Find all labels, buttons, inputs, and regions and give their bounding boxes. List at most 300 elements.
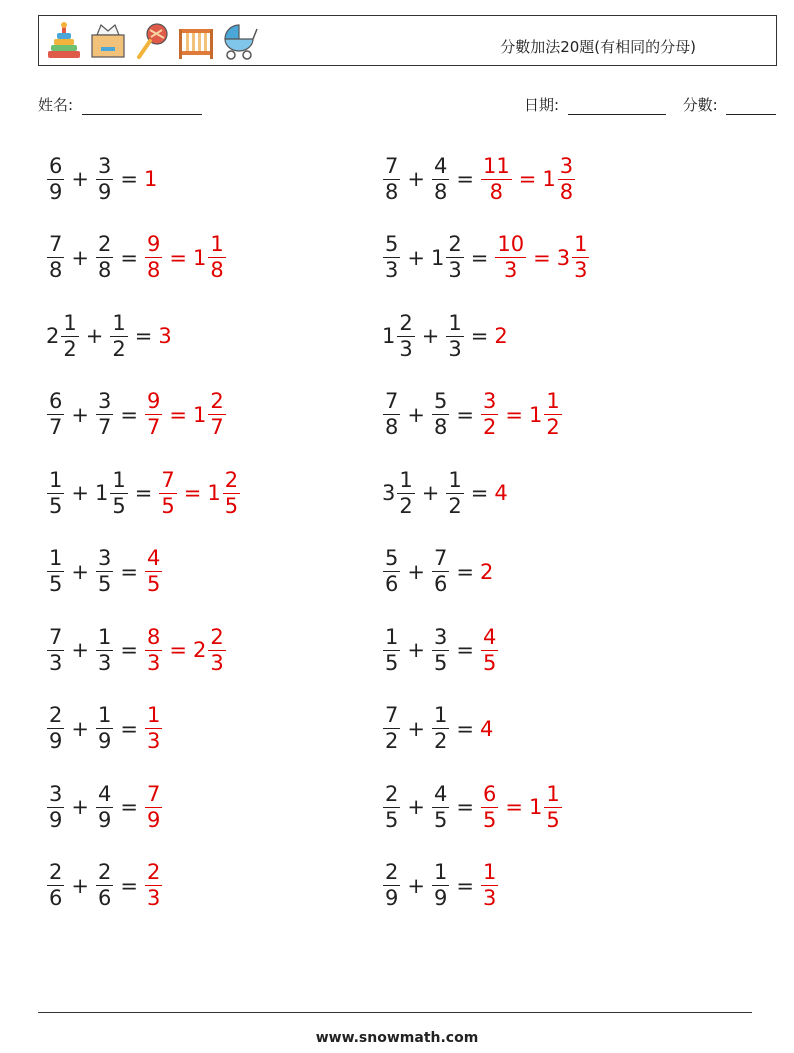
whole-part: 1: [192, 245, 207, 270]
numerator: 3: [97, 389, 112, 413]
problem: [46, 376, 227, 454]
mixed-number: [192, 624, 227, 675]
denominator: 6: [49, 886, 63, 910]
equals-sign: =: [505, 795, 523, 819]
whole-part: 1: [382, 324, 396, 348]
denominator: 5: [49, 572, 63, 596]
mixed-number: [382, 467, 416, 518]
mixed-number: [557, 234, 591, 281]
numerator: 2: [49, 703, 63, 727]
numerator: 4: [482, 624, 497, 649]
fraction: [481, 153, 512, 204]
fraction: [383, 862, 400, 909]
mixed-number: [431, 624, 450, 675]
whole-part: 1: [528, 795, 543, 819]
denominator: 2: [546, 415, 560, 439]
plus-sign: +: [407, 873, 425, 898]
fraction: [572, 234, 589, 281]
denominator: 7: [146, 415, 161, 439]
fraction: [432, 391, 449, 438]
denominator: 6: [97, 886, 112, 910]
numerator: 5: [385, 232, 399, 256]
numerator: 1: [433, 860, 448, 884]
fraction: [208, 234, 225, 281]
numerator: 2: [448, 232, 462, 256]
fraction: [110, 310, 127, 361]
score-label: 分數:: [682, 96, 718, 114]
denominator: 3: [482, 886, 497, 910]
equals-sign: =: [456, 638, 474, 662]
denominator: 5: [146, 572, 161, 596]
mixed-number: [144, 234, 163, 281]
denominator: 2: [433, 729, 448, 753]
denominator: 2: [385, 729, 399, 753]
equals-sign: =: [470, 324, 489, 348]
problem: [382, 611, 499, 689]
mixed-number: [480, 153, 513, 204]
fraction: [481, 624, 498, 675]
mixed-number: [46, 781, 65, 832]
problem: [46, 140, 158, 218]
numerator: 1: [49, 546, 63, 570]
mixed-number: [382, 781, 401, 832]
whole-part: 1: [94, 481, 109, 505]
fraction: [432, 548, 449, 595]
numerator: 2: [385, 860, 399, 884]
fraction: [145, 391, 162, 438]
numerator: 5: [433, 389, 448, 413]
numerator: 1: [63, 310, 77, 335]
mixed-number: [46, 862, 65, 909]
mixed-number: [144, 705, 163, 752]
numerator: 9: [146, 232, 161, 256]
mixed-number: [431, 781, 450, 832]
whole-part: 1: [542, 167, 556, 191]
fraction: [145, 705, 162, 752]
denominator: 3: [146, 650, 161, 675]
mixed-number: [46, 391, 65, 438]
fraction: [145, 781, 162, 832]
problem: [46, 611, 227, 689]
problem: [46, 533, 163, 611]
fraction: [481, 781, 498, 832]
fraction: [383, 548, 400, 595]
numerator: 7: [49, 624, 63, 649]
denominator: 3: [504, 258, 518, 282]
mixed-number: [382, 234, 401, 281]
numerator: 2: [399, 310, 413, 335]
whole-part: 3: [158, 324, 172, 348]
denominator: 3: [210, 650, 224, 675]
numerator: 1: [97, 703, 112, 727]
denominator: 9: [97, 729, 112, 753]
score-blank[interactable]: [726, 100, 776, 115]
fraction: [145, 234, 162, 281]
numerator: 5: [385, 546, 399, 570]
denominator: 2: [112, 336, 126, 361]
fraction: [446, 467, 463, 518]
mixed-number: [382, 310, 416, 361]
name-blank[interactable]: [82, 100, 202, 115]
equals-sign: =: [120, 402, 138, 427]
crib-icon: [177, 21, 215, 61]
plus-sign: +: [421, 324, 440, 348]
denominator: 5: [546, 807, 560, 832]
numerator: 2: [385, 781, 399, 806]
fraction: [96, 781, 113, 832]
equals-sign: =: [456, 402, 474, 427]
numerator: 2: [49, 860, 63, 884]
mixed-number: [445, 467, 464, 518]
answer: [480, 391, 563, 438]
mixed-number: [46, 548, 65, 595]
answer: [144, 548, 163, 595]
denominator: 9: [433, 886, 448, 910]
mixed-number: [46, 705, 65, 752]
answer: [480, 153, 576, 204]
numerator: 1: [546, 781, 560, 806]
numerator: 4: [146, 546, 161, 570]
mixed-number: [382, 153, 401, 204]
numerator: 4: [97, 781, 112, 806]
plus-sign: +: [407, 245, 425, 270]
fraction: [96, 391, 113, 438]
denominator: 5: [385, 807, 399, 832]
mixed-number: [431, 548, 450, 595]
mixed-number: [95, 391, 114, 438]
plus-sign: +: [407, 716, 425, 741]
mixed-number: [480, 862, 499, 909]
fraction: [481, 391, 498, 438]
worksheet-title: 分數加法20題(有相同的分母): [500, 38, 696, 56]
mixed-number: [480, 624, 499, 675]
denominator: 5: [433, 807, 448, 832]
denominator: 5: [112, 493, 126, 518]
whole-part: 2: [46, 324, 60, 348]
fraction: [397, 310, 414, 361]
answer: [158, 467, 241, 518]
equals-sign: =: [120, 716, 138, 741]
numerator: 7: [161, 467, 175, 492]
problem: [382, 533, 494, 611]
denominator: 8: [385, 415, 399, 439]
footer-url: www.snowmath.com: [315, 1030, 479, 1046]
denominator: 5: [433, 650, 448, 675]
fraction: [397, 467, 414, 518]
denominator: 3: [448, 258, 462, 282]
header-icons: [45, 21, 259, 61]
mixed-number: [46, 467, 65, 518]
numerator: 2: [224, 467, 239, 492]
numerator: 1: [433, 703, 448, 727]
mixed-number: [158, 467, 177, 518]
equals-sign: =: [456, 167, 474, 191]
mixed-number: [46, 234, 65, 281]
numerator: 1: [448, 467, 462, 492]
whole-part: 1: [143, 167, 158, 191]
fraction: [446, 310, 463, 361]
equals-sign: =: [456, 873, 474, 898]
tissue-box-icon: [89, 21, 127, 61]
whole-part: 3: [382, 481, 396, 505]
whole-part: 1: [192, 402, 207, 427]
answer: [144, 862, 163, 909]
problem: [382, 847, 499, 925]
fraction: [96, 548, 113, 595]
denominator: 5: [97, 572, 112, 596]
whole-part: 1: [207, 481, 221, 505]
numerator: 6: [482, 781, 497, 806]
numerator: 7: [433, 546, 448, 570]
fraction: [47, 624, 64, 675]
denominator: 3: [49, 650, 63, 675]
fraction: [208, 624, 225, 675]
mixed-number: [144, 862, 163, 909]
equals-sign: =: [169, 638, 187, 662]
denominator: 8: [489, 179, 504, 204]
problem: [46, 768, 163, 846]
fraction: [47, 862, 64, 909]
numerator: 2: [210, 389, 224, 413]
mixed-number: [95, 153, 114, 204]
denominator: 9: [49, 729, 63, 753]
fraction: [96, 624, 113, 675]
problem: [382, 768, 563, 846]
mixed-number: [480, 717, 494, 741]
denominator: 9: [49, 179, 63, 204]
equals-sign: =: [120, 245, 138, 270]
header-box: [38, 15, 777, 66]
denominator: 3: [448, 336, 462, 361]
denominator: 8: [49, 258, 63, 282]
fraction: [432, 862, 449, 909]
fraction: [110, 467, 127, 518]
denominator: 9: [97, 179, 112, 204]
fraction: [47, 548, 64, 595]
fraction: [47, 153, 64, 204]
numerator: 2: [210, 624, 224, 649]
denominator: 5: [49, 493, 63, 518]
denominator: 9: [97, 807, 112, 832]
numerator: 7: [385, 389, 399, 413]
fraction: [544, 781, 561, 832]
fraction: [432, 705, 449, 752]
fraction: [47, 234, 64, 281]
numerator: 8: [146, 624, 161, 649]
problem: [46, 219, 227, 297]
numerator: 3: [559, 153, 574, 178]
mixed-number: [193, 234, 227, 281]
fraction: [383, 234, 400, 281]
answer: [480, 624, 499, 675]
mixed-number: [46, 624, 65, 675]
answer: [494, 324, 508, 348]
whole-part: 1: [430, 245, 445, 270]
numerator: 1: [210, 232, 224, 256]
answer: [144, 391, 227, 438]
rattle-icon: [133, 21, 171, 61]
numerator: 2: [146, 860, 161, 884]
answer: [144, 624, 227, 675]
mixed-number: [480, 781, 499, 832]
mixed-number: [431, 234, 465, 281]
numerator: 1: [482, 860, 497, 884]
denominator: 9: [49, 807, 63, 832]
stroller-icon: [221, 21, 259, 61]
fraction: [61, 310, 78, 361]
denominator: 5: [224, 493, 239, 518]
equals-sign: =: [518, 167, 537, 191]
denominator: 8: [433, 179, 448, 204]
equals-sign: =: [134, 324, 153, 348]
denominator: 5: [385, 650, 399, 675]
fraction: [432, 624, 449, 675]
equals-sign: =: [120, 559, 138, 584]
fraction: [446, 234, 463, 281]
denominator: 8: [559, 179, 574, 204]
mixed-number: [382, 862, 401, 909]
numerator: 2: [97, 232, 112, 256]
denominator: 8: [433, 415, 448, 439]
answer: [494, 481, 508, 505]
whole-part: 4: [494, 481, 508, 505]
numerator: 7: [385, 703, 399, 727]
denominator: 8: [210, 258, 224, 282]
denominator: 2: [482, 415, 497, 439]
plus-sign: +: [71, 716, 89, 741]
name-label: 姓名:: [38, 96, 74, 114]
problem: [382, 690, 494, 768]
denominator: 3: [146, 729, 161, 753]
fraction: [47, 391, 64, 438]
stacking-rings-icon: [45, 21, 83, 61]
fraction: [145, 862, 162, 909]
fraction: [47, 467, 64, 518]
equals-sign: =: [533, 245, 551, 270]
numerator: 1: [385, 624, 399, 649]
answer: [144, 705, 163, 752]
denominator: 9: [385, 886, 399, 910]
mixed-number: [207, 467, 241, 518]
mixed-number: [95, 624, 114, 675]
answer: [480, 781, 563, 832]
answer: [494, 234, 590, 281]
mixed-number: [382, 391, 401, 438]
plus-sign: +: [71, 873, 89, 898]
mixed-number: [109, 310, 128, 361]
numerator: 10: [497, 232, 525, 256]
fraction: [47, 705, 64, 752]
mixed-number: [431, 391, 450, 438]
numerator: 3: [433, 624, 448, 649]
fraction: [96, 705, 113, 752]
numerator: 3: [482, 389, 497, 413]
problem: [46, 690, 163, 768]
fraction: [145, 624, 162, 675]
denominator: 6: [385, 572, 399, 596]
denominator: 5: [482, 650, 497, 675]
plus-sign: +: [407, 638, 425, 662]
numerator: 7: [385, 153, 399, 178]
numerator: 3: [97, 546, 112, 570]
numerator: 3: [97, 153, 112, 178]
mixed-number: [94, 467, 129, 518]
numerator: 4: [433, 153, 448, 178]
answer: [480, 862, 499, 909]
numerator: 1: [546, 389, 560, 413]
date-blank[interactable]: [568, 100, 666, 115]
mixed-number: [144, 391, 163, 438]
answer: [144, 167, 158, 191]
equals-sign: =: [505, 402, 523, 427]
fraction: [159, 467, 176, 518]
mixed-number: [480, 391, 499, 438]
fraction: [383, 781, 400, 832]
equals-sign: =: [183, 481, 202, 505]
plus-sign: +: [71, 245, 89, 270]
numerator: 11: [482, 153, 510, 178]
mixed-number: [144, 624, 163, 675]
mixed-number: [529, 391, 563, 438]
mixed-number: [494, 234, 527, 281]
answer: [144, 234, 227, 281]
numerator: 1: [49, 467, 63, 492]
numerator: 6: [49, 389, 63, 413]
whole-part: 3: [556, 245, 571, 270]
mixed-number: [144, 781, 163, 832]
equals-sign: =: [470, 245, 489, 270]
answer: [480, 717, 494, 741]
equals-sign: =: [120, 167, 138, 191]
denominator: 9: [146, 807, 161, 832]
mixed-number: [95, 862, 114, 909]
denominator: 2: [448, 493, 462, 518]
equals-sign: =: [120, 795, 138, 819]
numerator: 2: [97, 860, 112, 884]
numerator: 7: [146, 781, 161, 806]
equals-sign: =: [120, 638, 138, 662]
fraction: [96, 862, 113, 909]
fraction: [47, 781, 64, 832]
fraction: [223, 467, 240, 518]
mixed-number: [382, 624, 401, 675]
denominator: 3: [399, 336, 413, 361]
fraction: [145, 548, 162, 595]
plus-sign: +: [85, 324, 104, 348]
mixed-number: [95, 705, 114, 752]
name-field: [38, 94, 202, 115]
mixed-number: [193, 391, 227, 438]
fraction: [383, 705, 400, 752]
plus-sign: +: [407, 559, 425, 584]
denominator: 8: [385, 179, 399, 204]
problem: [46, 454, 241, 532]
date-label: 日期:: [524, 96, 560, 114]
equals-sign: =: [470, 481, 489, 505]
whole-part: 2: [479, 559, 494, 584]
mixed-number: [46, 153, 65, 204]
fraction: [481, 862, 498, 909]
plus-sign: +: [407, 795, 425, 819]
denominator: 2: [399, 493, 413, 518]
numerator: 1: [574, 232, 588, 256]
numerator: 4: [433, 781, 448, 806]
denominator: 5: [482, 807, 497, 832]
mixed-number: [95, 781, 114, 832]
denominator: 3: [146, 886, 161, 910]
numerator: 3: [49, 781, 63, 806]
problem: [382, 454, 509, 532]
